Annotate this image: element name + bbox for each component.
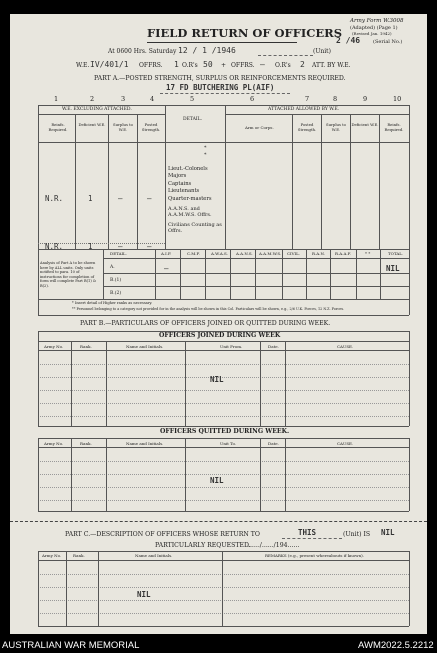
part-a-top-border <box>38 105 409 106</box>
archive-name: AUSTRALIAN WAR MEMORIAL <box>2 640 140 651</box>
surplus-header: Surplus to W.E. <box>113 122 133 132</box>
quitted-nil-value: NIL <box>210 476 224 485</box>
analysis-row-a: A. <box>110 265 115 270</box>
grid-line <box>380 249 381 299</box>
part-a-heading: PART A.—POSTED STRENGTH, SURPLUS OR REINFORCEMENTS REQUIRED. <box>94 75 346 82</box>
grid-line <box>66 551 67 626</box>
grid-line <box>38 560 409 561</box>
analysis-col-aamws: A.A.M.W.S. <box>259 251 282 256</box>
offrs-value: 1 <box>174 60 179 69</box>
form-title: FIELD RETURN OF OFFICERS <box>147 26 343 40</box>
reinfs-required-header: Reinfs. Required. <box>48 122 68 132</box>
grid-line <box>38 626 409 627</box>
grid-line <box>103 249 104 299</box>
att-by-we-label: ATT. BY W.E. <box>312 62 351 69</box>
deficient-header: Deficient W.E. <box>78 122 106 127</box>
row2-surplus: — <box>118 242 123 251</box>
footnote-category: ** Personnel belonging to a category not provided for in the analysis will be shown in this Col. Particulars will be shown, e.g., 2/6 U.K. Forces, 12 N.Z. Forces. <box>72 307 345 311</box>
part-a-main-bottom <box>38 249 409 250</box>
analysis-note: Analysis of Part A to be shown here by ALL units. Only units notified to para. 10 of instructions for completion of form will complete Part B(1) & B(2). <box>40 261 97 288</box>
analysis-aif-value: — <box>164 264 169 273</box>
offrs2-label: OFFRS. <box>231 62 255 69</box>
quitted-col-cause: CAUSE. <box>337 441 354 446</box>
analysis-col-cmf: C.M.F. <box>187 251 200 256</box>
grid-line <box>409 331 410 426</box>
grid-line <box>38 551 39 626</box>
grid-line <box>38 613 409 614</box>
serial-number-label: (Serial No.) <box>373 39 403 45</box>
star-mark: * <box>204 145 207 151</box>
attached-allowed-header: ATTACHED ALLOWED BY W.E. <box>268 107 340 112</box>
quitted-table-title: OFFICERS QUITTED DURING WEEK. <box>160 428 290 435</box>
star-mark: * <box>204 152 207 158</box>
rank-lieut-colonels: Lieut.-Colonels <box>168 166 208 172</box>
grid-line <box>409 105 410 315</box>
grid-line <box>205 249 206 299</box>
grid-line <box>38 600 409 601</box>
joined-col-name: Name and Initials. <box>126 344 164 349</box>
grid-line <box>321 114 322 249</box>
grid-line <box>285 438 286 511</box>
joined-col-date: Date. <box>268 344 279 349</box>
analysis-col-other: * * <box>365 251 371 256</box>
attached-header-divider <box>225 114 409 115</box>
grid-line <box>38 403 409 404</box>
unit-name-underline <box>160 93 290 94</box>
grid-line <box>98 551 99 626</box>
we-value: IV/401/1 <box>90 60 129 69</box>
grid-line <box>180 249 181 299</box>
analysis-total-value: NIL <box>386 264 400 273</box>
row2-posted: — <box>147 242 152 251</box>
grid-line <box>38 105 39 315</box>
grid-line <box>38 364 409 365</box>
grid-line <box>38 438 409 439</box>
analysis-col-awas: A.W.A.S. <box>211 251 228 256</box>
analysis-header-bottom <box>103 258 409 259</box>
archive-accession-number: AWM2022.5.2212 <box>358 640 434 651</box>
part-a-subheader-bottom <box>38 142 409 143</box>
grid-line <box>379 114 380 249</box>
part-a-bottom <box>38 315 409 316</box>
part-c-col-remarks: REMARKS (e.g., present whereabouts if known). <box>265 553 364 558</box>
attached-surplus-header: Surplus to W.E. <box>326 122 346 132</box>
analysis-col-detail: DETAIL. <box>110 251 127 256</box>
part-c-unit-blank <box>282 538 342 539</box>
grid-line <box>38 500 409 501</box>
army-form-label: Army Form W.3008 <box>350 18 404 24</box>
grid-line <box>38 511 409 512</box>
posted-strength-header: Posted Strength. <box>141 122 161 132</box>
serial-number-value: 2 /46 <box>336 36 361 45</box>
joined-col-cause: CAUSE. <box>337 344 354 349</box>
grid-line <box>38 474 409 475</box>
grid-line <box>285 341 286 426</box>
grid-line <box>185 438 186 511</box>
grid-line <box>71 438 72 511</box>
grid-line <box>108 114 109 249</box>
col-number-5: 5 <box>190 95 195 103</box>
grid-line <box>38 447 409 448</box>
quitted-col-rank: Rank. <box>80 441 92 446</box>
revised-label: (Revised Jan. 1942) <box>352 31 392 36</box>
arm-corps-header: Arm or Corps. <box>245 125 274 130</box>
ors-value: 50 <box>203 60 213 69</box>
part-b-heading: PART B.—PARTICULARS OF OFFICERS JOINED OR QUITTED DURING WEEK. <box>80 320 331 327</box>
title-underline <box>147 42 297 43</box>
grid-line <box>38 587 409 588</box>
archive-footer <box>0 638 437 653</box>
quitted-col-name: Name and Initials. <box>126 441 164 446</box>
analysis-col-aans: A.A.N.S. <box>236 251 253 256</box>
joined-col-army-no: Army No. <box>44 344 64 349</box>
row1-posted: — <box>147 194 152 203</box>
joined-col-rank: Rank. <box>80 344 92 349</box>
return-date-value: 12 / 1 /1946 <box>178 46 236 55</box>
quitted-col-unit-to: Unit To. <box>220 441 237 446</box>
we-header-divider <box>38 114 165 115</box>
col-number-10: 10 <box>393 95 402 103</box>
part-c-nil-value: NIL <box>381 528 395 537</box>
part-c-col-rank: Rank. <box>73 553 85 558</box>
grid-line <box>103 286 409 287</box>
analysis-row-b1: B.(1) <box>110 278 122 283</box>
analysis-col-raaf: R.A.A.F. <box>335 251 352 256</box>
grid-line <box>38 487 409 488</box>
row1-label: N.R. <box>45 194 64 203</box>
part-c-unit-is: (Unit) IS <box>343 531 371 538</box>
attached-posted-header: Posted Strength. <box>297 122 317 132</box>
rank-aans-aamws: A.A.N.S. and A.A.M.W.S. Offrs. <box>168 206 212 218</box>
unit-label: (Unit) <box>313 48 331 55</box>
grid-line <box>230 249 231 299</box>
rank-civilians: Civilians Counting as Offrs. <box>168 222 222 234</box>
grid-line <box>225 105 226 249</box>
ors2-label: O.R's <box>275 62 291 69</box>
grid-line <box>38 438 39 511</box>
grid-line <box>103 273 409 274</box>
unit-name-value: 17 FD BUTCHERING PL(AIF) <box>166 83 275 92</box>
analysis-col-ran: R.A.N. <box>312 251 325 256</box>
grid-line <box>38 551 409 552</box>
grid-line <box>38 574 409 575</box>
perforation-line <box>10 521 427 522</box>
grid-line <box>38 461 409 462</box>
footnote-higher-ranks: * Insert detail of Higher ranks as necessary. <box>72 301 153 305</box>
grid-line <box>260 341 261 426</box>
grid-line <box>282 249 283 299</box>
row2-label: N.R. <box>45 242 64 251</box>
part-c-heading: PART C.—DESCRIPTION OF OFFICERS WHOSE RETURN TO <box>65 531 260 538</box>
part-c-col-name: Name and Initials. <box>135 553 173 558</box>
we-label: W.E. <box>76 62 90 69</box>
row1-surplus: — <box>118 194 123 203</box>
analysis-bottom <box>38 299 409 300</box>
rank-quartermasters: Quarter-masters <box>168 196 212 202</box>
part-c-col-army-no: Army No. <box>42 553 62 558</box>
col-number-9: 9 <box>363 95 368 103</box>
col-number-8: 8 <box>333 95 338 103</box>
ors-label: O.R's <box>182 62 198 69</box>
quitted-col-date: Date. <box>268 441 279 446</box>
col-number-1: 1 <box>54 95 59 103</box>
joined-table-title: OFFICERS JOINED DURING WEEK <box>159 332 281 339</box>
analysis-row-b2: B.(2) <box>110 291 122 296</box>
col-number-2: 2 <box>90 95 95 103</box>
grid-line <box>255 249 256 299</box>
grid-line <box>222 551 223 626</box>
part-c-nil-entry: NIL <box>137 590 151 599</box>
grid-line <box>71 341 72 426</box>
grid-line <box>137 114 138 249</box>
grid-line <box>306 249 307 299</box>
ors2-value: 2 <box>300 60 305 69</box>
quitted-col-army-no: Army No. <box>44 441 64 446</box>
grid-line <box>409 438 410 511</box>
plus-sign: + <box>221 62 227 69</box>
grid-line <box>165 105 166 249</box>
row1-deficient: 1 <box>88 194 93 203</box>
attached-reinfs-header: Reinfs. Required. <box>384 122 404 132</box>
attached-deficient-header: Deficient W.E. <box>351 122 379 127</box>
form-sheet <box>10 14 427 634</box>
offrs2-value: — <box>260 60 265 69</box>
unit-blank <box>258 55 313 56</box>
grid-line <box>155 249 156 299</box>
joined-col-unit-from: Unit From. <box>220 344 243 349</box>
offrs-label: OFFRS. <box>139 62 163 69</box>
grid-line <box>75 114 76 249</box>
grid-line <box>38 416 409 417</box>
grid-line <box>38 350 409 351</box>
at-hours-label: At 0600 Hrs. Saturday <box>108 48 177 55</box>
grid-line <box>106 438 107 511</box>
part-c-this-value: THIS <box>298 528 317 537</box>
grid-line <box>38 331 39 426</box>
analysis-col-total: TOTAL. <box>388 251 404 256</box>
grid-line <box>38 390 409 391</box>
row2-deficient: 1 <box>88 242 93 251</box>
grid-line <box>106 341 107 426</box>
analysis-col-aif: A.I.F. <box>161 251 172 256</box>
rank-captains: Captains <box>168 181 192 187</box>
rank-lieutenants: Lieutenants <box>168 188 200 194</box>
adapted-label: (Adapted) (Page 1) <box>350 25 398 31</box>
joined-nil-value: NIL <box>210 375 224 384</box>
detail-header: DETAIL. <box>183 117 203 122</box>
particularly-requested: PARTICULARLY REQUESTED. <box>155 542 251 549</box>
analysis-col-civil: CIVIL. <box>287 251 301 256</box>
grid-line <box>38 341 409 342</box>
col-number-7: 7 <box>305 95 310 103</box>
grid-line <box>292 114 293 249</box>
grid-line <box>356 249 357 299</box>
col-number-3: 3 <box>121 95 126 103</box>
rank-majors: Majors <box>168 173 187 179</box>
grid-line <box>350 114 351 249</box>
grid-line <box>185 341 186 426</box>
col-number-4: 4 <box>150 95 155 103</box>
grid-line <box>38 426 409 427</box>
col-number-6: 6 <box>250 95 255 103</box>
grid-line <box>260 438 261 511</box>
grid-line <box>330 249 331 299</box>
we-excluding-header: W.E. EXCLUDING ATTACHED. <box>62 107 132 112</box>
grid-line <box>409 551 410 626</box>
part-c-date-blank: ....../....../194...... <box>248 542 300 549</box>
